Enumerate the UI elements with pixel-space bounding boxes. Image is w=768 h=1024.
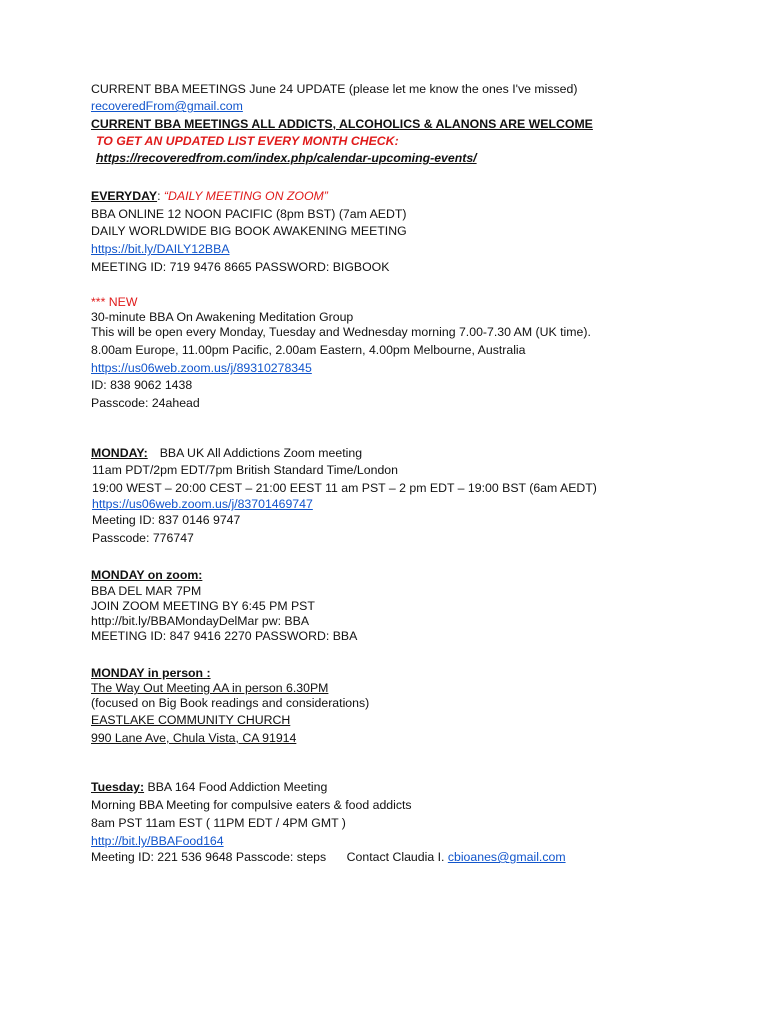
- monday-zoom-credentials: MEETING ID: 847 9416 2270 PASSWORD: BBA: [91, 629, 358, 643]
- tuesday-label: Tuesday:: [91, 780, 145, 794]
- new-badge: *** NEW: [91, 295, 138, 309]
- monday-uk-title: BBA UK All Addictions Zoom meeting: [159, 446, 363, 460]
- new-title: 30-minute BBA On Awakening Meditation Group: [91, 310, 354, 324]
- everyday-label: EVERYDAY: [91, 189, 158, 203]
- everyday-title: DAILY WORLDWIDE BIG BOOK AWAKENING MEETING: [91, 224, 407, 238]
- updated-list-note: TO GET AN UPDATED LIST EVERY MONTH CHECK:: [96, 134, 399, 148]
- update-line: CURRENT BBA MEETINGS June 24 UPDATE (please let me know the ones I've missed): [91, 82, 578, 96]
- welcome-heading: CURRENT BBA MEETINGS ALL ADDICTS, ALCOHOLICS & ALANONS ARE WELCOME: [91, 117, 593, 131]
- monday-uk-times-world: 19:00 WEST – 20:00 CEST – 21:00 EEST 11 am PST – 2 pm EDT – 19:00 BST (6am AEDT): [92, 481, 597, 495]
- monday-uk-label: MONDAY:: [91, 446, 148, 460]
- tuesday-link[interactable]: http://bit.ly/BBAFood164: [91, 834, 224, 848]
- monday-uk-zoom-link[interactable]: https://us06web.zoom.us/j/83701469747: [92, 497, 313, 511]
- monday-zoom-link[interactable]: http://bit.ly/BBAMondayDelMar pw: BBA: [91, 614, 310, 628]
- new-schedule: This will be open every Monday, Tuesday and Wednesday morning 7.00-7.30 AM (UK time).: [91, 325, 591, 339]
- calendar-link[interactable]: https://recoveredfrom.com/index.php/calendar-upcoming-events/: [96, 151, 477, 165]
- monday-uk-meeting-id: Meeting ID: 837 0146 9747: [92, 513, 241, 527]
- new-times: 8.00am Europe, 11.00pm Pacific, 2.00am Eastern, 4.00pm Melbourne, Australia: [91, 343, 526, 357]
- monday-uk-heading: [91, 446, 362, 461]
- tuesday-credentials-line: [91, 850, 566, 865]
- monday-zoom-heading: MONDAY on zoom:: [91, 568, 203, 582]
- monday-uk-passcode: Passcode: 776747: [92, 531, 194, 545]
- new-passcode: Passcode: 24ahead: [91, 396, 200, 410]
- everyday-tagline: “DAILY MEETING ON ZOOM”: [163, 189, 328, 203]
- monday-person-title: The Way Out Meeting AA in person 6.30PM: [91, 681, 329, 695]
- everyday-sep: :: [157, 189, 164, 203]
- new-zoom-link[interactable]: https://us06web.zoom.us/j/89310278345: [91, 361, 312, 375]
- monday-person-heading: MONDAY in person :: [91, 666, 211, 680]
- tuesday-heading: [91, 780, 327, 795]
- tuesday-credentials: Meeting ID: 221 536 9648 Passcode: steps Contact Claudia I.: [91, 850, 448, 864]
- tuesday-title: BBA 164 Food Addiction Meeting: [144, 780, 328, 794]
- monday-person-church: EASTLAKE COMMUNITY CHURCH: [91, 713, 291, 727]
- monday-person-address: 990 Lane Ave, Chula Vista, CA 91914: [91, 731, 297, 745]
- monday-zoom-join: JOIN ZOOM MEETING BY 6:45 PM PST: [91, 599, 315, 613]
- monday-zoom-title: BBA DEL MAR 7PM: [91, 584, 202, 598]
- tuesday-desc: Morning BBA Meeting for compulsive eaters & food addicts: [91, 798, 412, 812]
- monday-uk-times: 11am PDT/2pm EDT/7pm British Standard Time/London: [92, 463, 398, 477]
- everyday-zoom-link[interactable]: https://bit.ly/DAILY12BBA: [91, 242, 230, 256]
- monday-person-focus: (focused on Big Book readings and considerations): [91, 696, 370, 710]
- tuesday-times: 8am PST 11am EST ( 11PM EDT / 4PM GMT ): [91, 816, 346, 830]
- tuesday-contact-email[interactable]: cbioanes@gmail.com: [447, 850, 566, 864]
- everyday-time: BBA ONLINE 12 NOON PACIFIC (8pm BST) (7am AEDT): [91, 207, 407, 221]
- everyday-heading: [91, 189, 328, 204]
- contact-email-link[interactable]: recoveredFrom@gmail.com: [91, 99, 243, 113]
- everyday-credentials: MEETING ID: 719 9476 8665 PASSWORD: BIGBOOK: [91, 260, 390, 274]
- new-meeting-id: ID: 838 9062 1438: [91, 378, 193, 392]
